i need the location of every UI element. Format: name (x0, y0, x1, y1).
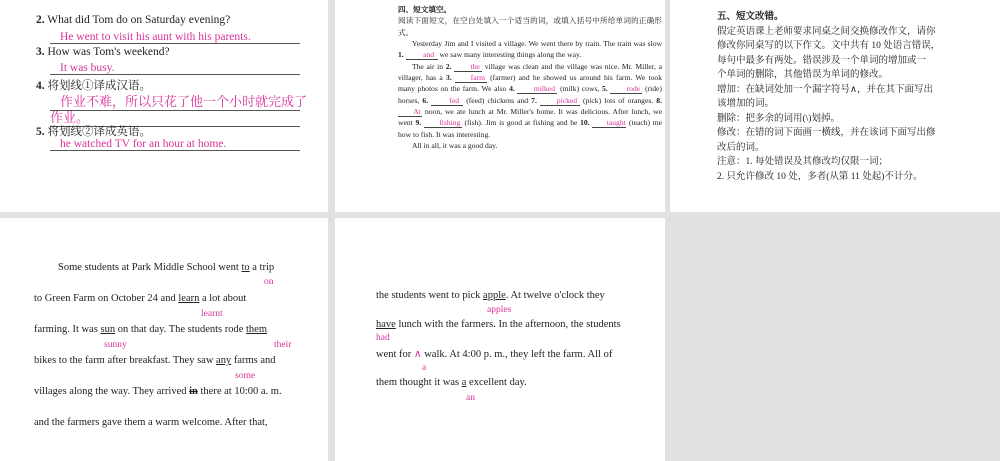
essay-line: and the farmers gave them a warm welcome. After that, (34, 417, 268, 428)
blank-number: 3. (445, 73, 452, 83)
blank-number: 1. (398, 50, 404, 60)
blank-answer: At (398, 107, 422, 117)
text: (milk) cows, (560, 84, 600, 94)
cloze-panel (335, 0, 665, 212)
text: lunch with the farmers. In the afternoon, the students (395, 319, 621, 330)
section-heading: 四、短文填空。 (398, 5, 452, 14)
error-word: apple (483, 290, 506, 301)
blank-answer: fishing (424, 118, 462, 128)
essay-line (34, 386, 282, 397)
answers-panel (0, 0, 328, 212)
text: . At twelve o'clock they (505, 290, 605, 301)
error-correction-instructions-panel (670, 0, 1000, 212)
error-word: learn (178, 293, 200, 304)
question-number: 4. (36, 80, 45, 92)
text: Some students at Park Middle School went (58, 262, 242, 273)
error-word: any (216, 355, 232, 366)
correction: had (376, 333, 390, 343)
answer-2: He went to visit his aunt with his parents. (50, 31, 300, 44)
instruction-line: 修改你同桌写的以下作文。文中共有 10 处语言错误， (717, 41, 941, 51)
instruction-line: 修改：在错的词下面画一横线，并在该词下面写出修 (717, 128, 936, 138)
text: bikes to the farm after breakfast. They saw (34, 355, 217, 366)
instruction-line: 删除：把多余的词用(\)划掉。 (717, 113, 840, 124)
paragraph-3: All in all, it was a good day. (412, 141, 498, 151)
correction: on (264, 277, 274, 287)
error-word: to (241, 262, 250, 273)
text: (teach) me how to fish. It was interesting. (398, 118, 662, 139)
text: excellent day. (466, 377, 527, 388)
question-number: 2. (36, 14, 45, 26)
error-word: sun (100, 324, 116, 335)
essay-line (34, 293, 246, 304)
blank-number: 5. (602, 84, 608, 94)
text: went for (376, 349, 414, 360)
correction: learnt (201, 309, 223, 319)
text: walk. At 4:00 p. m., they left the farm. All of (421, 349, 613, 360)
instruction-line: 注意：1. 每处错误及其修改均仅限一词； (717, 157, 889, 167)
text: noon, we ate lunch at Mr. Miller's home. It was delicious. After lunch, we went (398, 107, 662, 128)
text: village was clean and the village was nice. Mr. Miller, a villager, has a (398, 61, 662, 83)
text: Yesterday Jim and I visited a village. We went there by train. The train was slow (412, 39, 662, 49)
essay-line (376, 377, 527, 388)
instruction-line: 增加：在缺词处加一个漏字符号∧，并在其下面写出 (717, 84, 933, 95)
blank-number: 4. (509, 84, 515, 94)
text: (ride) horses, (398, 84, 662, 105)
essay-line (376, 348, 612, 360)
instruction-line: 该增加的词。 (717, 99, 775, 109)
correction: apples (487, 305, 512, 315)
essay-panel-2 (335, 218, 665, 461)
question-3 (36, 46, 170, 58)
error-word: them (246, 324, 268, 335)
text: a trip (249, 262, 275, 273)
question-2 (36, 14, 230, 26)
blank-number: 7. (531, 95, 537, 105)
blank-number: 9. (415, 118, 422, 128)
essay-panel-1 (0, 218, 328, 461)
blank-answer: taught (592, 118, 626, 128)
essay-line (58, 262, 274, 273)
correction: their (274, 340, 292, 350)
blank-answer: and (406, 50, 438, 60)
text: them thought it was (376, 377, 462, 388)
insert-mark: ∧ (413, 349, 422, 360)
correction: some (235, 371, 256, 381)
blank-number: 10. (580, 118, 590, 128)
text: a lot about (199, 293, 247, 304)
deleted-word: in (189, 386, 198, 397)
question-text: What did Tom do on Saturday evening? (47, 14, 231, 26)
answer-4-line-2: 作业。 (50, 107, 300, 127)
question-5 (36, 123, 151, 139)
blank-answer: farm (455, 73, 487, 83)
blank-number: 8. (656, 95, 662, 105)
essay-line (34, 355, 276, 366)
text: we saw many interesting things along the way. (439, 50, 582, 60)
text: (farmer) and he showed us around his farm. We took many photos on the farm. We also (398, 73, 663, 94)
blank-answer: rode (610, 84, 642, 94)
answer-4-line-1: 作业不难，所以只花了他一个小时就完成了 (50, 91, 300, 111)
essay-line (34, 324, 267, 335)
instruction-line: 个单词的删除，其他错误为单词的修改。 (717, 70, 889, 80)
text: on that day. The students rode (115, 324, 247, 335)
section-heading: 五、短文改错。 (717, 12, 784, 22)
text: to Green Farm on October 24 and (34, 293, 179, 304)
instructions-text (717, 10, 962, 184)
question-number: 5. (36, 126, 45, 138)
text: farming. It was (34, 324, 101, 335)
text: villages along the way. They arrived (34, 386, 190, 397)
essay-line (376, 319, 621, 330)
instruction-line: 2. 只允许修改 10 处，多者(从第 11 处起)不计分。 (717, 171, 923, 182)
error-word: a (461, 377, 467, 388)
text: (fish). Jim is good at fishing and he (464, 118, 578, 128)
blank-answer: fed (431, 96, 463, 106)
instruction-line: 每句中最多有两处。错误涉及一个单词的增加或一 (717, 55, 927, 66)
correction: sunny (104, 340, 127, 350)
question-text: How was Tom's weekend? (47, 46, 170, 58)
correction: a (422, 363, 427, 373)
correction: an (466, 393, 475, 403)
cloze-text (398, 4, 662, 151)
blank-answer: milked (517, 84, 557, 94)
paragraph-2 (398, 61, 662, 140)
instruction-line: 假定英语课上老师要求同桌之间交换修改作文，请你 (717, 26, 936, 37)
text: (pick) lots of oranges. (583, 95, 654, 105)
question-number: 3. (36, 46, 45, 58)
answer-5: he watched TV for an hour at home. (50, 138, 300, 151)
essay-line (376, 290, 605, 301)
blank-answer: the (454, 62, 482, 72)
text: farms and (231, 355, 276, 366)
text: The air in (412, 61, 444, 71)
instructions: 阅读下面短文，在空白处填入一个适当的词，或填入括号中所给单词的正确形式。 (398, 16, 662, 37)
blank-number: 2. (445, 61, 452, 71)
paragraph-1 (398, 38, 662, 61)
text: (feed) chickens and (466, 95, 529, 105)
instruction-line: 改后的词。 (717, 142, 765, 153)
question-text: 将划线①译成汉语。 (47, 80, 151, 92)
blank-number: 6. (422, 95, 429, 105)
question-text: 将划线②译成英语。 (47, 126, 151, 138)
answer-3: It was busy. (50, 62, 300, 75)
blank-answer: picked (540, 96, 580, 106)
text: the students went to pick (376, 290, 484, 301)
text: there at 10:00 a. m. (197, 386, 282, 397)
error-word: have (376, 319, 396, 330)
empty-panel (670, 218, 1000, 461)
